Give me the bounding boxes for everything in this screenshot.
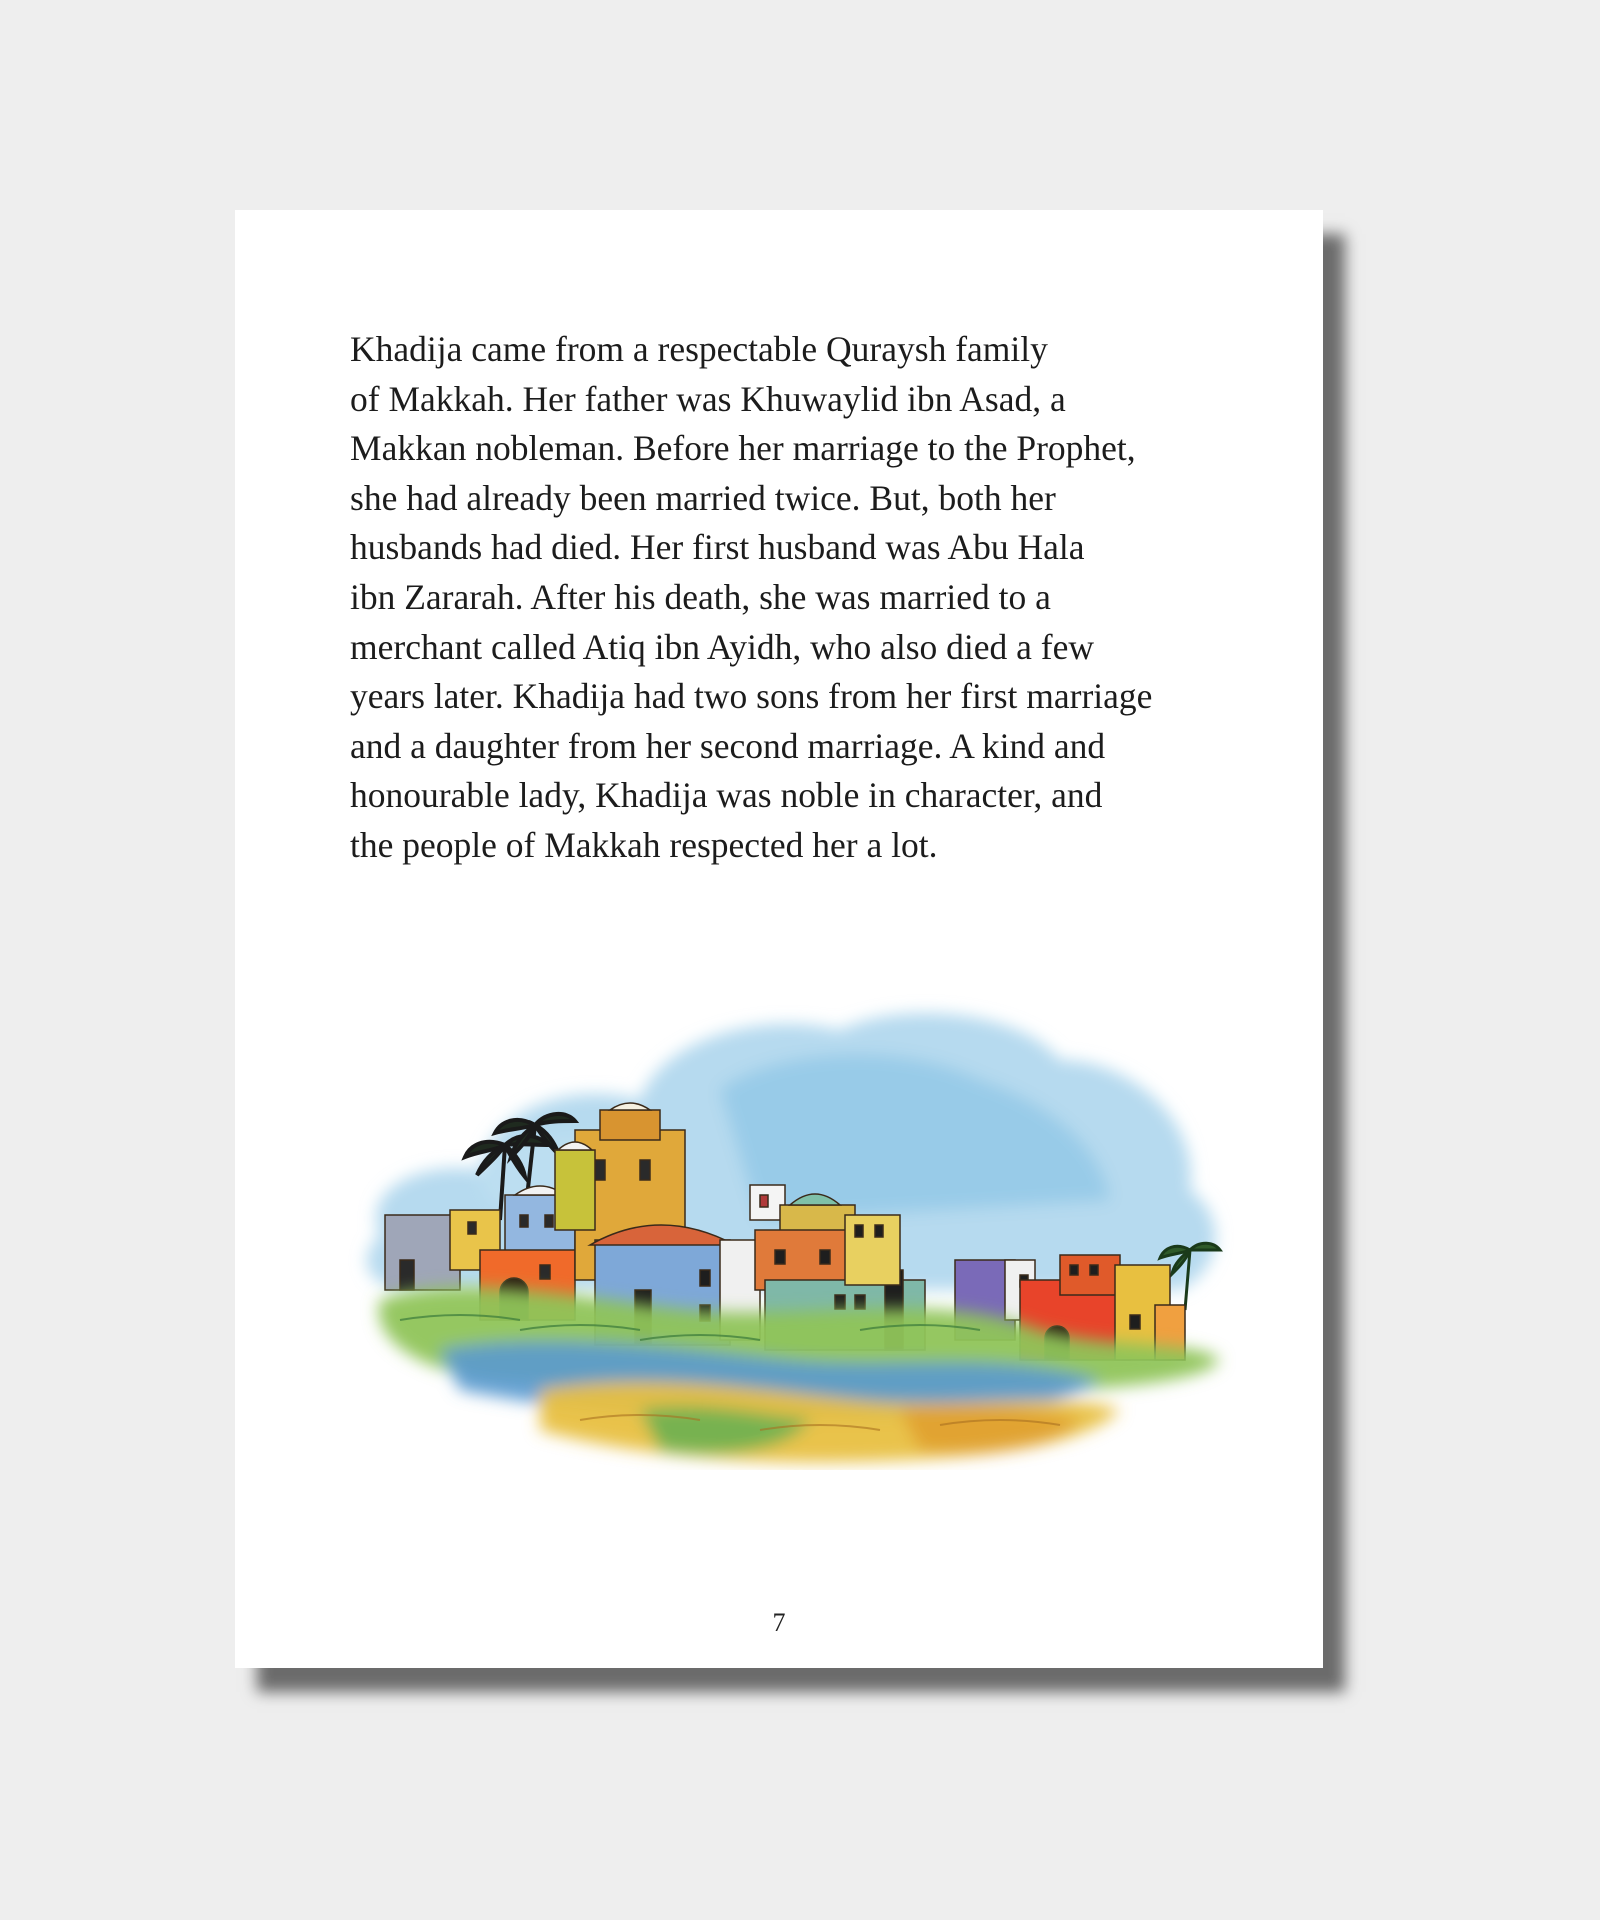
text-line: merchant called Atiq ibn Ayidh, who also died a few [350, 626, 1095, 667]
text-line: husbands had died. Her first husband was Abu Hala [350, 527, 1085, 568]
text-line: of Makkah. Her father was Khuwaylid ibn Asad, a [350, 378, 1066, 419]
text-line: and a daughter from her second marriage. A kind and [350, 725, 1106, 766]
text-line: the people of Makkah respected her a lot. [350, 824, 938, 865]
town-illustration [340, 970, 1240, 1470]
book-page [235, 210, 1323, 1668]
text-line: years later. Khadija had two sons from her first marriage [350, 676, 1153, 717]
text-line: ibn Zararah. After his death, she was married to a [350, 576, 1051, 617]
text-line: she had already been married twice. But, both her [350, 477, 1056, 518]
text-line: Khadija came from a respectable Quraysh family [350, 329, 1048, 369]
page-number: 7 [772, 1608, 786, 1637]
text-line: Makkan nobleman. Before her marriage to the Prophet, [350, 428, 1136, 469]
text-line: honourable lady, Khadija was noble in character, and [350, 775, 1103, 816]
body-paragraph [350, 325, 1250, 871]
